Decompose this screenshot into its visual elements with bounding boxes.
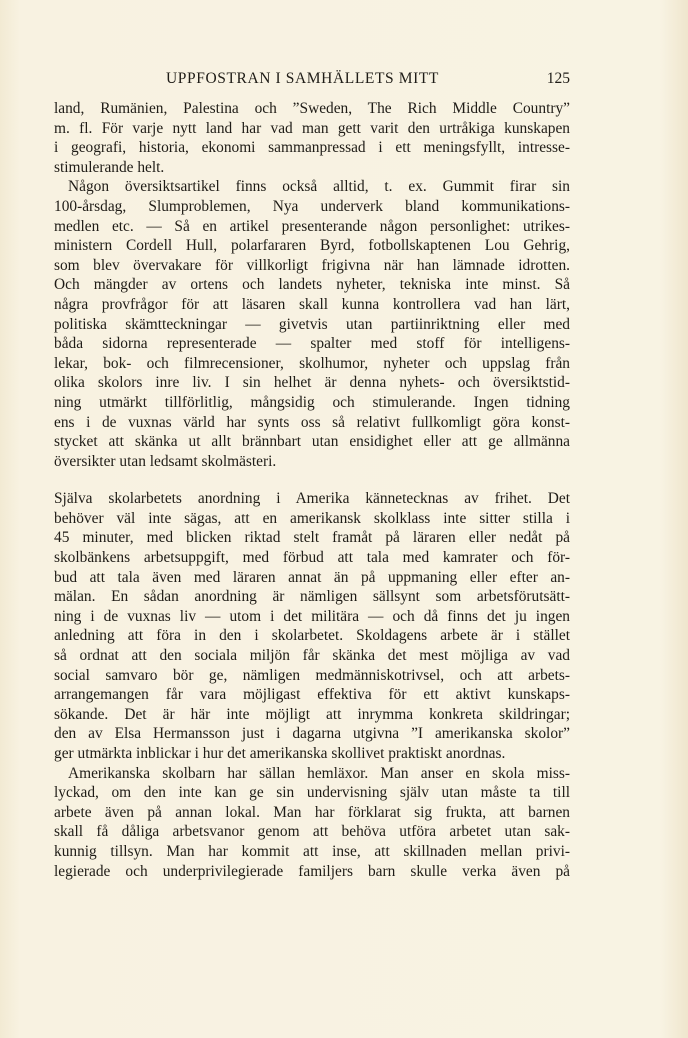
text-line: arrangemangen får vara möjligast effektiva för ett aktivt kunskaps- bbox=[54, 686, 570, 704]
paragraph bbox=[54, 177, 570, 471]
text-line: lyckad, om den inte kan ge sin undervisning själv utan måste ta till bbox=[54, 784, 570, 802]
text-line: översikter utan ledsamt skolmästeri. bbox=[54, 452, 277, 470]
text-line: i geografi, historia, ekonomi sammanpressad i ett meningsfyllt, intresse- bbox=[54, 139, 570, 157]
text-line: 100-årsdag, Slumproblemen, Nya underverk bland kommunikations- bbox=[54, 197, 570, 215]
body-text bbox=[54, 99, 570, 881]
text-line: Någon översiktsartikel finns också alltid, t. ex. Gummit firar sin bbox=[68, 178, 570, 196]
text-line: Amerikanska skolbarn har sällan hemläxor. Man anser en skola miss- bbox=[68, 764, 570, 782]
text-line: olika skolors inre liv. I sin helhet är denna nyhets- och översiktstid- bbox=[54, 374, 570, 392]
section-break bbox=[54, 471, 570, 489]
text-line: sökande. Det är här inte möjligt att inrymma konkreta skildringar; bbox=[54, 705, 570, 723]
text-line: politiska skämtteckningar — givetvis utan partiinriktning eller med bbox=[54, 315, 570, 333]
running-head: UPPFOSTRAN I SAMHÄLLETS MITT bbox=[166, 70, 440, 87]
text-line: Och mängder av ortens och landets nyheter, tekniska inte minst. Så bbox=[54, 276, 570, 294]
text-line: behöver väl inte sägas, att en amerikansk skolklass inte sitter stilla i bbox=[54, 509, 570, 527]
text-line: skolbänkens arbetsuppgift, med förbud att tala med kamrater och för- bbox=[54, 549, 570, 567]
text-line: den av Elsa Hermansson just i dagarna utgivna ”I amerikanska skolor” bbox=[54, 725, 570, 743]
paragraph bbox=[54, 764, 570, 882]
text-line: ministern Cordell Hull, polarfararen Byrd, fotbollskaptenen Lou Gehrig, bbox=[54, 237, 570, 255]
text-line: som blev övervakare för villkorligt frigivna när han lämnade idrotten. bbox=[54, 256, 570, 274]
text-line: land, Rumänien, Palestina och ”Sweden, The Rich Middle Country” bbox=[54, 100, 570, 117]
text-line: Själva skolarbetets anordning i Amerika kännetecknas av frihet. Det bbox=[54, 490, 570, 508]
text-line: legierade och underprivilegierade familjers barn skulle verka även på bbox=[54, 862, 570, 880]
text-line: arbete även på annan lokal. Man har förklarat sig frukta, att barnen bbox=[54, 803, 570, 821]
paragraph bbox=[54, 489, 570, 763]
text-line: några provfrågor för att läsaren skall kunna kontrollera vad han lärt, bbox=[54, 295, 570, 313]
text-line: mälan. En sådan anordning är nämligen sällsynt som arbetsförutsätt- bbox=[54, 588, 570, 606]
text-line: m. fl. För varje nytt land har vad man gett varit den urtråkiga kunskapen bbox=[54, 119, 570, 137]
text-line: så ordnat att den sociala miljön får skänka det mest möjliga av vad bbox=[54, 647, 570, 665]
text-line: anledning att föra in den i skolarbetet. Skoldagens arbete är i stället bbox=[54, 627, 570, 645]
text-line: lekar, bok- och filmrecensioner, skolhumor, nyheter och uppslag från bbox=[54, 354, 570, 372]
text-line: stimulerande helt. bbox=[54, 158, 165, 176]
text-line: medlen etc. — Så en artikel presenterande någon personlighet: utrikes- bbox=[54, 217, 570, 235]
text-line: båda sidorna representerade — spalter med stoff för intelligens- bbox=[54, 335, 570, 353]
text-line: ning utmärkt tillförlitlig, mångsidig och stimulerande. Ingen tidning bbox=[54, 393, 570, 411]
text-line: skall få dåliga arbetsvanor genom att behöva utföra arbetet utan sak- bbox=[54, 823, 570, 841]
page-number: 125 bbox=[546, 70, 570, 87]
text-line: 45 minuter, med blicken riktad stelt framåt på läraren eller nedåt på bbox=[54, 529, 570, 547]
text-line: kunnig tillsyn. Man har kommit att inse, att skillnaden mellan privi- bbox=[54, 842, 570, 860]
text-line: bud att tala även med läraren annat än på uppmaning eller efter an- bbox=[54, 568, 570, 586]
text-line: stycket att skänka ut allt brännbart utan ensidighet eller att ge allmänna bbox=[54, 433, 570, 451]
page-header bbox=[54, 70, 570, 92]
text-line: ens i de vuxnas värld har synts oss så relativt fullkomligt göra konst- bbox=[54, 413, 570, 431]
text-line: social samvaro bör ge, nämligen medmänniskotrivsel, och att arbets- bbox=[54, 666, 570, 684]
text-line: ger utmärkta inblickar i hur det amerikanska skollivet praktiskt anordnas. bbox=[54, 745, 506, 762]
text-line: ning i de vuxnas liv — utom i det militära — och då finns det ju ingen bbox=[54, 607, 570, 625]
paragraph bbox=[54, 99, 570, 177]
